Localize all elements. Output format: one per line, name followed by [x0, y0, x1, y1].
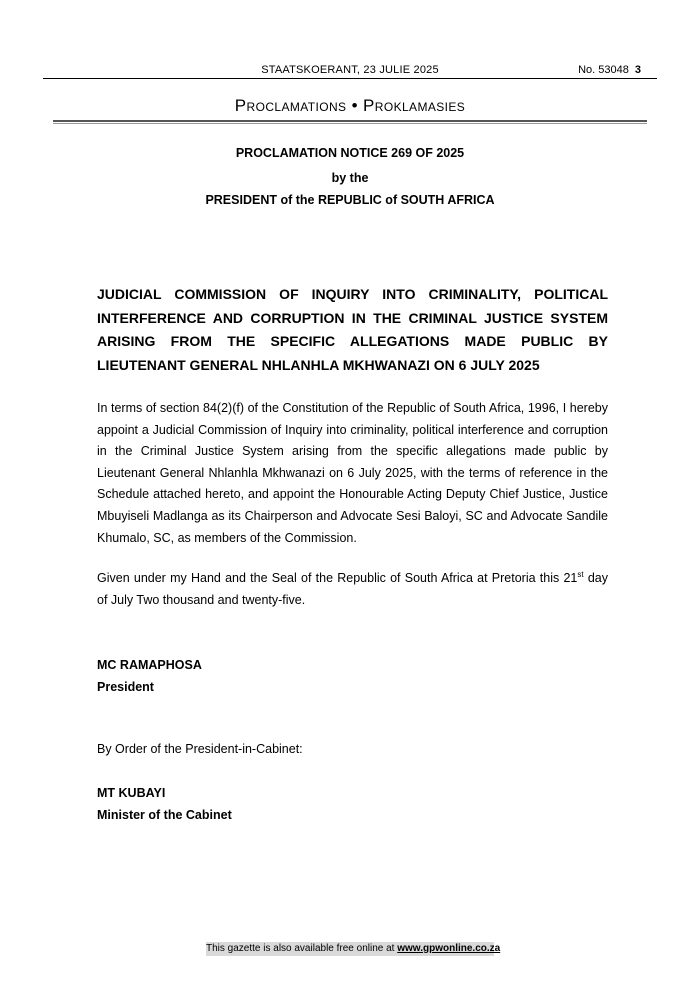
paragraph-given-text: Given under my Hand and the Seal of the Republic of South Africa at Pretoria this 21 — [97, 571, 578, 585]
section-title: Proclamations • Proklamasies — [234, 96, 466, 115]
gazette-number: No. 53048 — [578, 64, 629, 76]
signatory-name: MC RAMAPHOSA — [97, 658, 202, 672]
footer-text: This gazette is also available free online at — [206, 943, 398, 954]
signature-block-minister — [97, 782, 608, 826]
signatory-title: Minister of the Cabinet — [97, 808, 232, 822]
signatory-name: MT KUBAYI — [97, 786, 166, 800]
paragraph-appointment: In terms of section 84(2)(f) of the Constitution of the Republic of South Africa, 1996, I hereby appoint a Judicial Commission of Inquiry into criminality, political interference and corruption in the Criminal Justice System arising from the specific allegations made public by Lieutenant General Nhlanhla Mkhwanazi on 6 July 2025, with the terms of reference in the Schedule attached hereto, and appoint the Honourable Acting Deputy Chief Justice, Justice Mbuyiseli Madlanga as its Chairperson and Advocate Sesi Baloyi, SC and Advocate Sandile Khumalo, SC, as members of the Commission. — [97, 401, 608, 545]
footer-link[interactable]: www.gpwonline.co.za — [397, 943, 501, 954]
section-rule — [53, 120, 647, 124]
notice-by-line: by the — [331, 171, 369, 185]
gazette-date: STAATSKOERANT, 23 JULIE 2025 — [261, 64, 439, 76]
footer-banner — [206, 942, 501, 956]
ordinal-suffix: st — [577, 569, 584, 579]
signatory-title: President — [97, 680, 154, 694]
order-line: By Order of the President-in-Cabinet: — [97, 742, 303, 756]
gazette-number-block — [578, 64, 641, 76]
notice-number: PROCLAMATION NOTICE 269 OF 2025 — [235, 146, 465, 160]
signature-block-president — [97, 654, 608, 698]
page-number: 3 — [634, 64, 641, 76]
notice-issuer: PRESIDENT of the REPUBLIC of SOUTH AFRICA — [205, 193, 495, 207]
header-rule — [43, 78, 657, 79]
paragraph-given-text-end: day of July Two thousand and twenty-five. — [97, 571, 608, 607]
commission-title: JUDICIAL COMMISSION OF INQUIRY INTO CRIMINALITY, POLITICAL INTERFERENCE AND CORRUPTION IN THE CRIMINAL JUSTICE SYSTEM ARISING FROM THE SPECIFIC ALLEGATIONS MADE PUBLIC BY LIEUTENANT GENERAL NHLANHLA MKHWANAZI ON 6 JULY 2025 — [97, 286, 608, 373]
paragraph-given-under-hand — [97, 568, 608, 611]
